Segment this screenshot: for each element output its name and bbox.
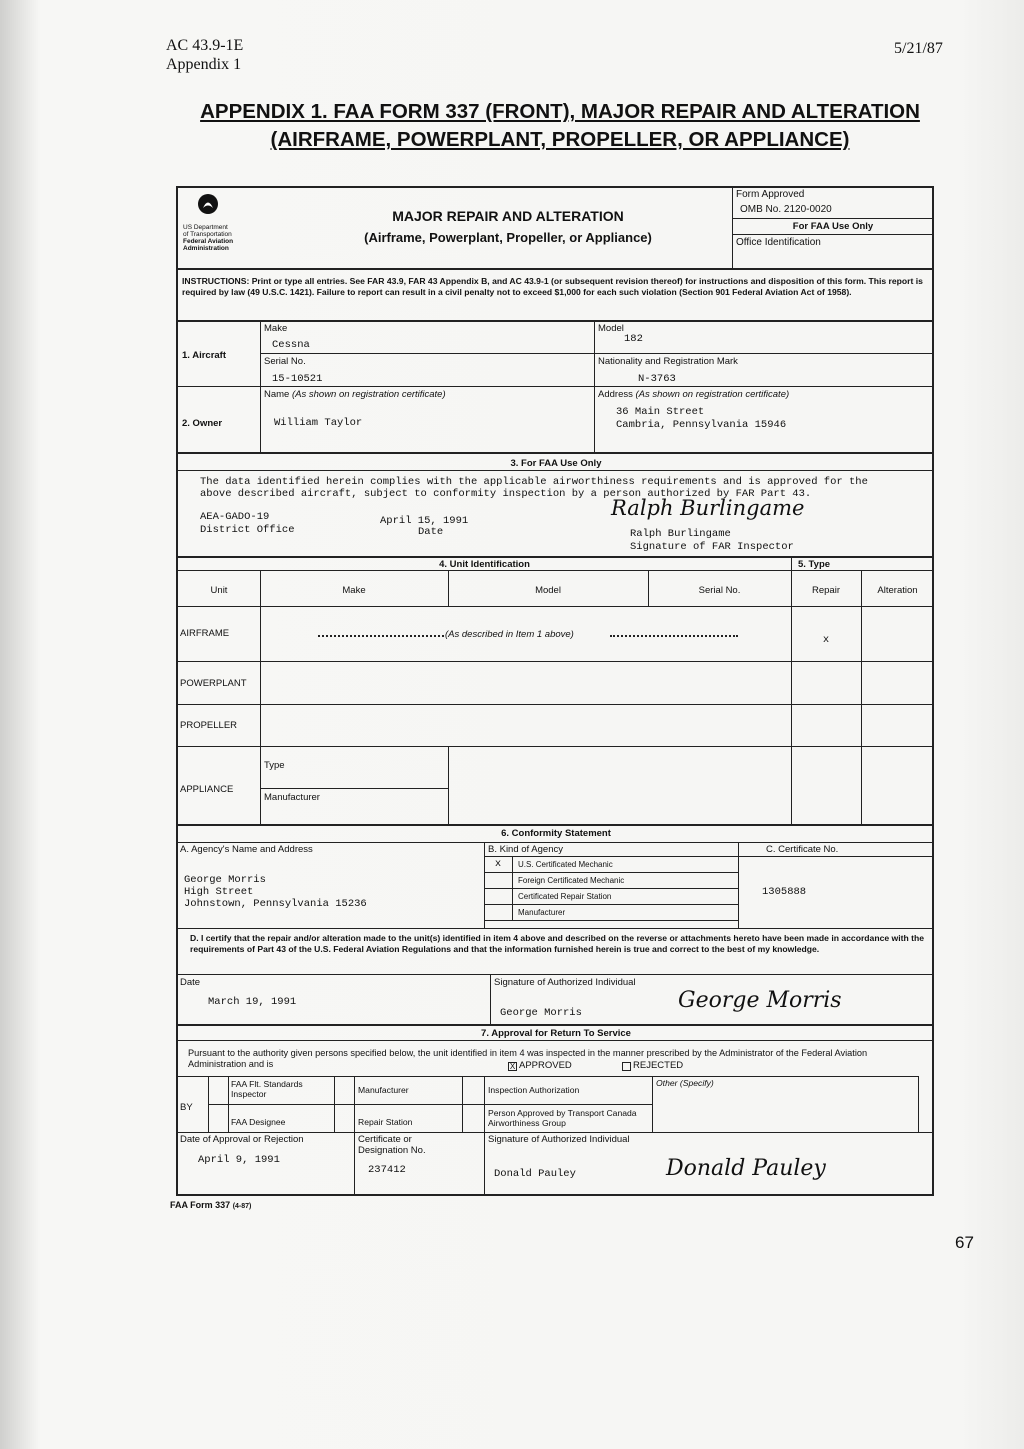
type-heading: 5. Type: [798, 559, 831, 570]
serial-label: Serial No.: [264, 356, 306, 367]
option-repair-station[interactable]: Repair Station: [358, 1117, 413, 1127]
approval-signature-label: Signature of Authorized Individual: [488, 1134, 630, 1145]
dot-logo-icon: [198, 194, 218, 214]
aircraft-make-field[interactable]: Cessna: [272, 339, 310, 351]
col-serial: Serial No.: [698, 585, 741, 596]
conformity-signature-label: Signature of Authorized Individual: [494, 977, 636, 988]
conformity-date-field[interactable]: March 19, 1991: [208, 996, 297, 1008]
owner-name-label: Name (As shown on registration certificate): [264, 389, 446, 400]
option-faa-designee[interactable]: FAA Designee: [231, 1117, 286, 1127]
faa-form-337: [176, 186, 934, 1196]
owner-address-line-1[interactable]: 36 Main Street: [616, 406, 705, 418]
document-header: [166, 36, 243, 74]
office-code: AEA-GADO-19: [200, 511, 270, 523]
form-subheading: (Airframe, Powerplant, Propeller, or Appliance): [364, 230, 652, 245]
option-manufacturer[interactable]: Manufacturer: [358, 1085, 409, 1095]
agency-name: US Department of Transportation Federal Aviation Administration: [183, 224, 234, 252]
airframe-repair-mark[interactable]: x: [822, 634, 830, 646]
row-appliance: APPLIANCE: [180, 784, 234, 795]
kind-of-agency-label: B. Kind of Agency: [488, 844, 563, 855]
certificate-no-field[interactable]: 1305888: [762, 886, 807, 898]
registration-mark-field[interactable]: N-3763: [638, 373, 676, 385]
form-footer: FAA Form 337 (4-87): [170, 1200, 252, 1210]
airframe-note: (As described in Item 1 above): [445, 629, 574, 640]
instructions-text: INSTRUCTIONS: Print or type all entries. See FAR 43.9, FAR 43 Appendix B, and AC 43.9-1 (or subsequent revision thereof) for instructions and disposition of this form. This report is required by law (49 U.S.C. 1421). Failure to report can result in a civil penalty not to exceed $1,000 for each such violation (Section 901 Federal Aviation Act of 1958).: [182, 276, 923, 297]
rejected-label: REJECTED: [633, 1060, 684, 1071]
district-office-label: District Office: [200, 524, 295, 536]
approval-signer-name: Donald Pauley: [494, 1168, 576, 1180]
approved-label: APPROVED: [519, 1060, 572, 1071]
nationality-label: Nationality and Registration Mark: [598, 356, 738, 367]
appliance-type-label: Type: [264, 760, 285, 771]
appendix-label: Appendix 1: [166, 56, 242, 73]
kind-us-mechanic-check[interactable]: x: [494, 858, 502, 870]
faa-approval-date: April 15, 1991: [380, 515, 469, 527]
owner-address-line-2[interactable]: Cambria, Pennsylvania 15946: [616, 419, 787, 431]
kind-foreign-mechanic: Foreign Certificated Mechanic: [518, 876, 625, 885]
inspector-name: Ralph Burlingame: [630, 528, 731, 540]
aircraft-serial-field[interactable]: 15-10521: [272, 373, 323, 385]
row-airframe: AIRFRAME: [180, 628, 230, 639]
certificate-no-label: C. Certificate No.: [766, 844, 839, 855]
faa-date-label: Date: [418, 526, 444, 538]
page-number: 67: [955, 1233, 974, 1252]
owner-address-label: Address (As shown on registration certificate): [598, 389, 790, 400]
agency-street-field[interactable]: High Street: [184, 886, 254, 898]
col-unit: Unit: [210, 585, 228, 596]
rejected-checkbox[interactable]: [622, 1062, 631, 1071]
col-model: Model: [535, 585, 561, 596]
col-alteration: Alteration: [877, 585, 918, 596]
appliance-manufacturer-label: Manufacturer: [264, 792, 320, 803]
airframe-arrow-left: [318, 635, 444, 637]
approval-statement: Pursuant to the authority given persons specified below, the unit identified in item 4 was inspected in the manner prescribed by the Administrator of the Federal Aviation Administration and is: [188, 1048, 868, 1069]
option-faa-flt-inspector[interactable]: FAA Flt. Standards Inspector: [231, 1079, 303, 1099]
unit-identification-heading: 4. Unit Identification: [439, 559, 530, 570]
approved-checkbox[interactable]: X: [509, 1062, 516, 1071]
model-label: Model: [598, 323, 624, 334]
faa-use-only-label: For FAA Use Only: [792, 221, 874, 232]
option-transport-canada[interactable]: Person Approved by Transport Canada Airworthiness Group: [488, 1108, 637, 1128]
row-powerplant: POWERPLANT: [180, 678, 247, 689]
option-inspection-authorization[interactable]: Inspection Authorization: [488, 1085, 580, 1095]
approval-date-label: Date of Approval or Rejection: [180, 1134, 304, 1145]
conformity-signer-name: George Morris: [500, 1007, 582, 1019]
owner-name-field[interactable]: William Taylor: [274, 417, 363, 429]
form-heading: MAJOR REPAIR AND ALTERATION: [392, 208, 624, 224]
form-approved-label: Form Approved: [736, 189, 805, 200]
omb-number: OMB No. 2120-0020: [740, 204, 832, 215]
kind-us-mechanic: U.S. Certificated Mechanic: [518, 860, 613, 869]
faa-use-heading: 3. For FAA Use Only: [510, 458, 602, 469]
approval-date-field[interactable]: April 9, 1991: [198, 1154, 280, 1166]
aircraft-section-label: 1. Aircraft: [182, 350, 226, 361]
title-line-1: APPENDIX 1. FAA FORM 337 (FRONT), MAJOR REPAIR AND ALTERATION: [200, 100, 920, 123]
col-make: Make: [342, 585, 366, 596]
by-label: BY: [180, 1102, 193, 1113]
inspector-signature: Ralph Burlingame: [611, 496, 805, 520]
kind-manufacturer: Manufacturer: [518, 908, 566, 917]
doc-date: 5/21/87: [894, 40, 943, 57]
aircraft-model-field[interactable]: 182: [624, 333, 643, 345]
approval-heading: 7. Approval for Return To Service: [481, 1028, 631, 1039]
approval-signature[interactable]: Donald Pauley: [666, 1156, 826, 1181]
row-propeller: PROPELLER: [180, 720, 238, 731]
agency-name-field[interactable]: George Morris: [184, 874, 266, 886]
page-title: [170, 98, 950, 154]
doc-id: AC 43.9-1E: [166, 37, 244, 54]
certification-statement: D. I certify that the repair and/or alteration made to the unit(s) identified in item 4 above and described on the reverse or attachments hereto have been made in accordance with the requirements of Part 43 of the U.S. Federal Aviation Regulations and that the information furnished herein is true and correct to the best of my knowledge.: [190, 933, 924, 954]
certificate-designation-label: Certificate or Designation No.: [358, 1134, 426, 1156]
office-identification-field[interactable]: Office Identification: [736, 237, 821, 248]
make-label: Make: [264, 323, 288, 334]
owner-section-label: 2. Owner: [182, 418, 223, 429]
option-other[interactable]: Other (Specify): [656, 1078, 714, 1088]
faa-use-statement: The data identified herein complies with the applicable airworthiness requirements and is approved for the above described aircraft, subject to conformity inspection by a person authorized by FAR Part 43.: [200, 476, 868, 500]
title-line-2: (AIRFRAME, POWERPLANT, PROPELLER, OR APPLIANCE): [270, 128, 850, 151]
designation-no-field[interactable]: 237412: [368, 1164, 406, 1176]
inspector-signature-label: Signature of FAR Inspector: [630, 541, 794, 553]
agency-city-field[interactable]: Johnstown, Pennsylvania 15236: [184, 898, 367, 910]
agency-name-label: A. Agency's Name and Address: [180, 844, 313, 855]
conformity-signature[interactable]: George Morris: [678, 988, 842, 1013]
kind-repair-station: Certificated Repair Station: [518, 892, 612, 901]
airframe-arrow-right: [610, 635, 738, 637]
conformity-date-label: Date: [180, 977, 201, 988]
conformity-heading: 6. Conformity Statement: [501, 828, 611, 839]
col-repair: Repair: [812, 585, 840, 596]
